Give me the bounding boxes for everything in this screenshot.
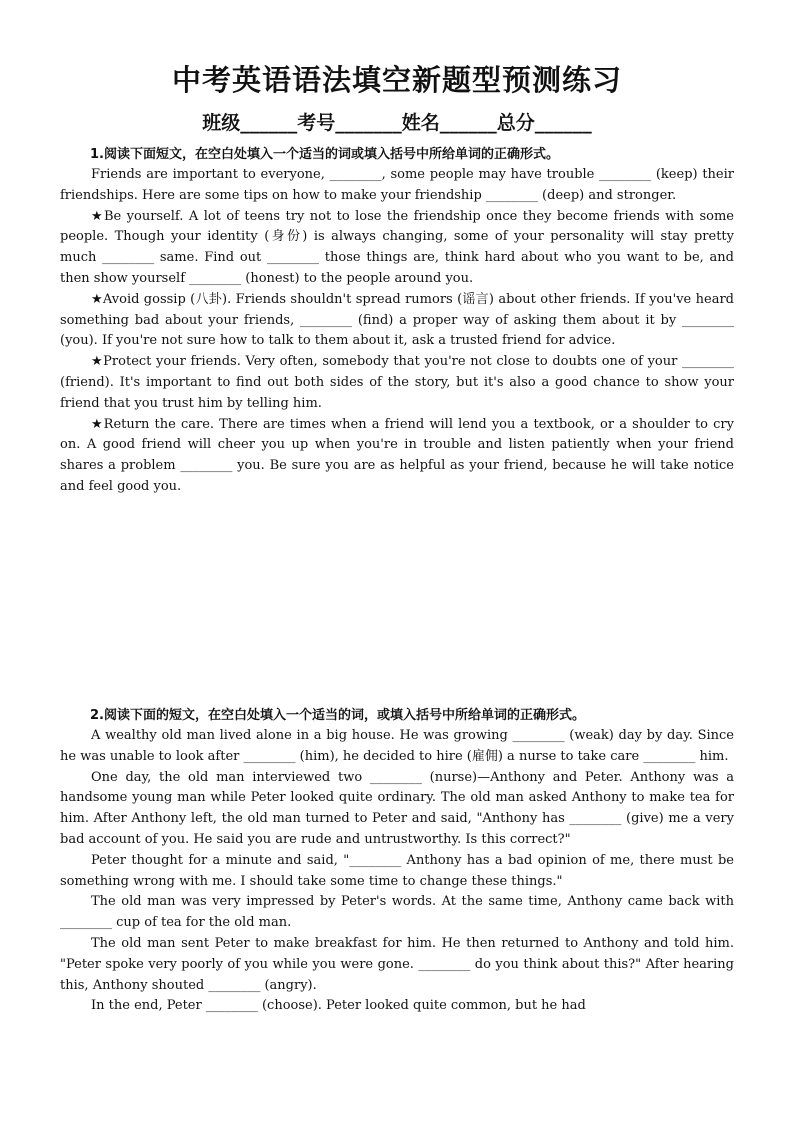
exercise-1-paragraph: Friends are important to everyone, ________, some people may have trouble ________ (keep) their friendships. Here are some tips on how to make your friendship ________ (deep) and stronger.	[60, 167, 734, 203]
exercise-1-paragraph: ★Protect your friends. Very often, somebody that you're not close to doubts one of your ________ (friend). It's important to find out both sides of the story, but it's also a good chance to show your friend that you trust him by telling him.	[60, 354, 734, 411]
exercise-1-paragraph: ★Avoid gossip (八卦). Friends shouldn't spread rumors (谣言) about other friends. If you've heard something bad about your friends, ________ (find) a proper way of asking them about it by ________ (you). If you're not sure how to talk to them about it, ask a trusted friend for advice.	[60, 291, 734, 349]
exercise-1-instruction: 1.阅读下面短文，在空白处填入一个适当的词或填入括号中所给单词的正确形式。	[90, 147, 559, 162]
exercise-2-paragraph: The old man was very impressed by Peter's words. At the same time, Anthony came back with ________ cup of tea for the old man.	[60, 894, 734, 931]
student-info-line: 班级______考号_______姓名______总分______	[202, 112, 592, 134]
exercise-2-paragraph: In the end, Peter ________ (choose). Peter looked quite common, but he had	[91, 998, 586, 1014]
page-title: 中考英语语法填空新题型预测练习	[171, 63, 622, 97]
exercise-1-paragraph: ★Return the care. There are times when a friend will lend you a textbook, or a shoulder to cry on. A good friend will cheer you up when you're in trouble and listen patiently when your friend shares a problem ________ you. Be sure you are as helpful as your friend, because he will take notice and feel good you.	[60, 416, 734, 494]
exercise-1	[60, 144, 734, 498]
exercise-2	[60, 705, 734, 1017]
exercise-2-paragraph: Peter thought for a minute and said, "________ Anthony has a bad opinion of me, there must be something wrong with me. I should take some time to change these things."	[60, 852, 734, 889]
exercise-2-paragraph: A wealthy old man lived alone in a big house. He was growing ________ (weak) day by day. Since he was unable to look after ________ (him), he decided to hire (雇佣) a nurse to take care ________ him.	[60, 728, 734, 764]
exercise-2-instruction: 2.阅读下面的短文，在空白处填入一个适当的词，或填入括号中所给单词的正确形式。	[90, 708, 585, 723]
exercise-2-paragraph: One day, the old man interviewed two ________ (nurse)—Anthony and Peter. Anthony was a handsome young man while Peter looked quite ordinary. The old man asked Anthony to make tea for him. After Anthony left, the old man turned to Peter and said, "Anthony has ________ (give) me a very bad account of you. He said you are rude and untrustworthy. Is this correct?"	[60, 769, 734, 847]
exercise-2-paragraph: The old man sent Peter to make breakfast for him. He then returned to Anthony and told him. "Peter spoke very poorly of you while you were gone. ________ do you think about this?" After hearing this, Anthony shouted ________ (angry).	[60, 935, 734, 993]
exercise-1-paragraph: ★Be yourself. A lot of teens try not to lose the friendship once they become friends with some people. Though your identity (身份) is always changing, some of your personality will stay pretty much ________ same. Find out ________ those things are, think hard about who you want to be, and then show yourself ________ (honest) to the people around you.	[60, 208, 734, 286]
